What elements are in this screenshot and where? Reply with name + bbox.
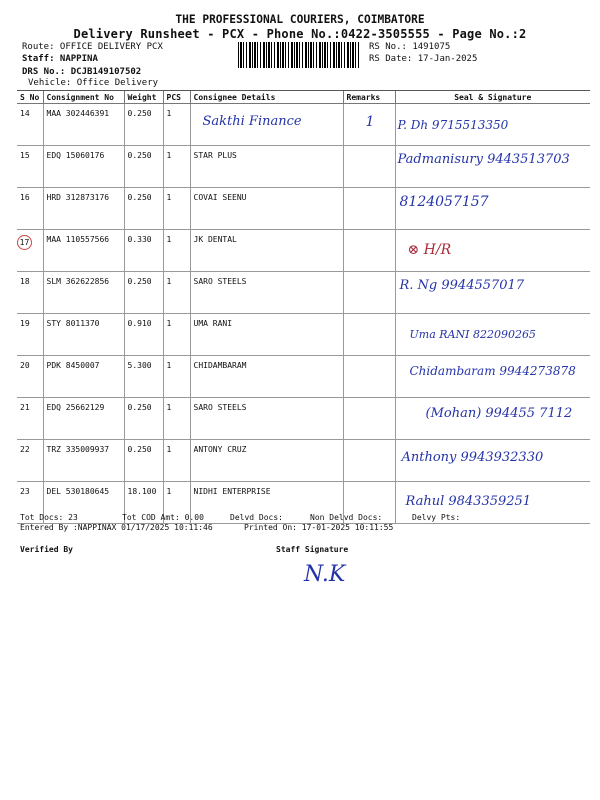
row-consignee: COVAI SEENU [190, 188, 343, 230]
handwritten-consignee: Sakthi Finance [202, 114, 302, 129]
row-signature [395, 104, 590, 146]
table-row [17, 104, 590, 146]
row-consignment: DEL 530180645 [43, 482, 124, 524]
handwritten-remark: 1 [365, 114, 375, 130]
col-sno: S No [17, 91, 43, 104]
row-pcs: 1 [163, 188, 190, 230]
row-weight: 0.250 [124, 398, 163, 440]
row-signature [395, 356, 590, 398]
route-label: Route: OFFICE DELIVERY PCX [22, 42, 163, 52]
staff-signature-label: Staff Signature [276, 545, 349, 554]
drs-label: DRS No.: DCJB149107502 [22, 67, 142, 77]
row-sno: 19 [17, 314, 43, 356]
rs-number: RS No.: 1491075 [369, 42, 451, 52]
row-consignment: STY 8011370 [43, 314, 124, 356]
row-weight: 0.250 [124, 104, 163, 146]
row-weight: 0.910 [124, 314, 163, 356]
row-consignment: EDQ 15060176 [43, 146, 124, 188]
rs-date: RS Date: 17-Jan-2025 [369, 54, 478, 64]
circled-row-number: 17 [17, 235, 32, 250]
non-delivered-docs: Non Delvd Docs: [310, 513, 383, 522]
handwritten-signature: ⊗ H/R [407, 242, 452, 258]
table-row [17, 230, 590, 272]
handwritten-signature: 8124057157 [399, 194, 489, 210]
row-consignment: MAA 110557566 [43, 230, 124, 272]
table-header-row [17, 91, 590, 104]
table-row [17, 188, 590, 230]
row-remarks [343, 188, 395, 230]
row-consignment: TRZ 335009937 [43, 440, 124, 482]
row-consignee: ANTONY CRUZ [190, 440, 343, 482]
row-pcs: 1 [163, 272, 190, 314]
row-weight: 18.100 [124, 482, 163, 524]
handwritten-signature: R. Ng 9944557017 [399, 278, 525, 293]
row-sno: 22 [17, 440, 43, 482]
row-weight: 5.300 [124, 356, 163, 398]
row-weight: 0.250 [124, 188, 163, 230]
row-pcs: 1 [163, 146, 190, 188]
printed-on: Printed On: 17-01-2025 10:11:55 [244, 523, 394, 532]
row-signature [395, 188, 590, 230]
table-row [17, 272, 590, 314]
row-remarks [343, 398, 395, 440]
table-row [17, 146, 590, 188]
row-consignment: MAA 302446391 [43, 104, 124, 146]
delivery-points: Delvy Pts: [412, 513, 461, 522]
row-consignee: SARO STEELS [190, 272, 343, 314]
handwritten-signature: Rahul 9843359251 [405, 494, 532, 509]
row-signature [395, 146, 590, 188]
col-weight: Weight [124, 91, 163, 104]
runsheet-subtitle: Delivery Runsheet - PCX - Phone No.:0422-3505555 - Page No.:2 [73, 27, 527, 41]
col-pcs: PCS [163, 91, 190, 104]
row-consignee: CHIDAMBARAM [190, 356, 343, 398]
handwritten-signature: (Mohan) 994455 7112 [425, 406, 573, 421]
row-sno: 20 [17, 356, 43, 398]
row-signature [395, 230, 590, 272]
table-row [17, 314, 590, 356]
table-row [17, 356, 590, 398]
col-consignee: Consignee Details [190, 91, 343, 104]
handwritten-signature: Uma RANI 822090265 [409, 328, 536, 341]
row-sno: 21 [17, 398, 43, 440]
row-sno: 15 [17, 146, 43, 188]
col-consignment: Consignment No [43, 91, 124, 104]
row-signature [395, 440, 590, 482]
row-pcs: 1 [163, 314, 190, 356]
row-sno: 18 [17, 272, 43, 314]
row-pcs: 1 [163, 398, 190, 440]
handwritten-signature: Padmanisury 9443513703 [397, 152, 570, 167]
row-pcs: 1 [163, 482, 190, 524]
vehicle-label: Vehicle: Office Delivery [28, 78, 159, 88]
staff-label: Staff: NAPPINA [22, 54, 98, 64]
row-weight: 0.330 [124, 230, 163, 272]
row-remarks [343, 230, 395, 272]
row-weight: 0.250 [124, 146, 163, 188]
row-remarks [343, 356, 395, 398]
row-consignee: SARO STEELS [190, 398, 343, 440]
row-remarks [343, 314, 395, 356]
row-consignment: SLM 362622856 [43, 272, 124, 314]
verified-by-label: Verified By [20, 545, 73, 554]
row-consignment: PDK 8450007 [43, 356, 124, 398]
row-sno: 23 [17, 482, 43, 524]
row-weight: 0.250 [124, 440, 163, 482]
handwritten-signature: Chidambaram 9944273878 [409, 364, 576, 378]
row-sno: 16 [17, 188, 43, 230]
row-signature [395, 398, 590, 440]
row-consignment: HRD 312873176 [43, 188, 124, 230]
total-cod-amount: Tot COD Amt: 0.00 [122, 513, 204, 522]
row-consignee: UMA RANI [190, 314, 343, 356]
row-consignee: NIDHI ENTERPRISE [190, 482, 343, 524]
total-docs: Tot Docs: 23 [20, 513, 78, 522]
col-seal-signature: Seal & Signature [395, 91, 590, 104]
handwritten-signature: Anthony 9943932330 [401, 450, 544, 465]
row-sno [17, 230, 43, 272]
row-consignee: JK DENTAL [190, 230, 343, 272]
row-signature [395, 272, 590, 314]
col-remarks: Remarks [343, 91, 395, 104]
row-remarks [343, 146, 395, 188]
row-consignee [190, 104, 343, 146]
row-pcs: 1 [163, 230, 190, 272]
row-signature [395, 314, 590, 356]
row-pcs: 1 [163, 440, 190, 482]
row-weight: 0.250 [124, 272, 163, 314]
barcode [238, 42, 360, 68]
table-row [17, 440, 590, 482]
row-pcs: 1 [163, 104, 190, 146]
table-row [17, 482, 590, 524]
row-remarks [343, 272, 395, 314]
handwritten-signature: P. Dh 9715513350 [397, 118, 509, 132]
row-consignment: EDQ 25662129 [43, 398, 124, 440]
row-remarks [343, 104, 395, 146]
row-pcs: 1 [163, 356, 190, 398]
company-title: THE PROFESSIONAL COURIERS, COIMBATORE [175, 13, 425, 26]
delivery-table [17, 90, 590, 524]
staff-handwritten-signature: N.K [304, 562, 346, 587]
row-consignee: STAR PLUS [190, 146, 343, 188]
table-row [17, 398, 590, 440]
delivered-docs: Delvd Docs: [230, 513, 283, 522]
row-sno: 14 [17, 104, 43, 146]
row-remarks [343, 440, 395, 482]
entered-by: Entered By :NAPPINAX 01/17/2025 10:11:46 [20, 523, 213, 532]
